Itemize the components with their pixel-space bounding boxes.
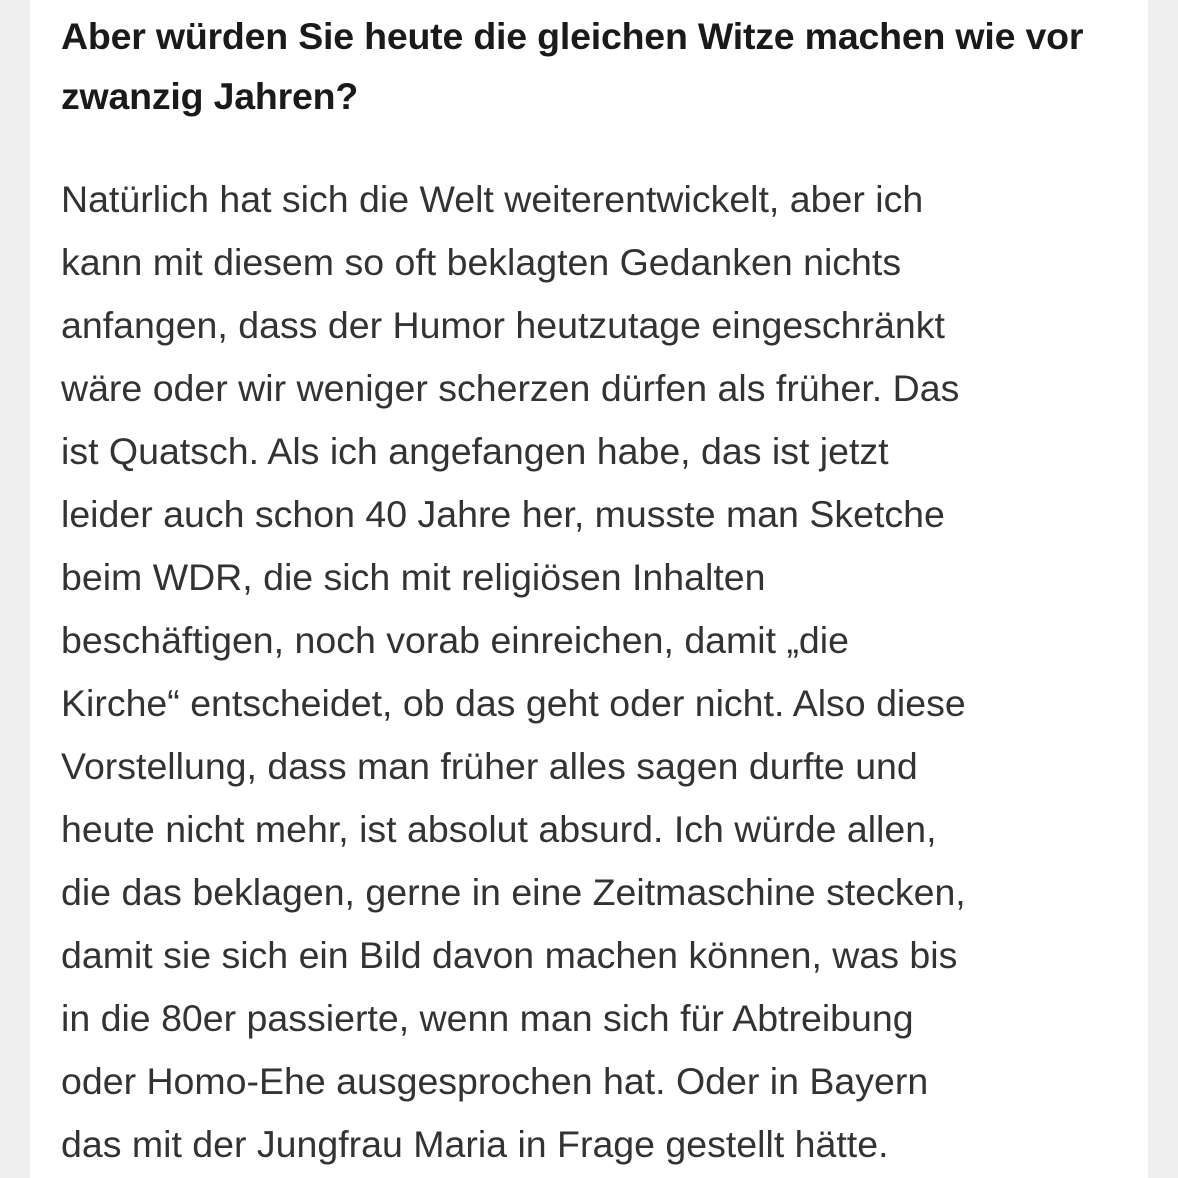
- answer-line: in die 80er passierte, wenn man sich für Abtreibung: [61, 997, 914, 1039]
- answer-line: das mit der Jungfrau Maria in Frage gestellt hätte.: [61, 1123, 889, 1165]
- answer-line: beim WDR, die sich mit religiösen Inhalten: [61, 556, 766, 598]
- answer-line: damit sie sich ein Bild davon machen können, was bis: [61, 934, 958, 976]
- answer-line: beschäftigen, noch vorab einreichen, damit „die: [61, 619, 849, 661]
- answer-line: die das beklagen, gerne in eine Zeitmaschine stecken,: [61, 871, 966, 913]
- answer-line: Vorstellung, dass man früher alles sagen durfte und: [61, 745, 918, 787]
- answer-line: wäre oder wir weniger scherzen dürfen als früher. Das: [61, 367, 960, 409]
- interview-answer: [61, 168, 1136, 1176]
- answer-line: leider auch schon 40 Jahre her, musste man Sketche: [61, 493, 945, 535]
- answer-line: kann mit diesem so oft beklagten Gedanken nichts: [61, 241, 902, 283]
- answer-line: Kirche“ entscheidet, ob das geht oder nicht. Also diese: [61, 682, 966, 724]
- article-content: [30, 0, 1148, 1178]
- answer-line: heute nicht mehr, ist absolut absurd. Ich würde allen,: [61, 808, 937, 850]
- interview-question: Aber würden Sie heute die gleichen Witze machen wie vor zwanzig Jahren?: [61, 15, 1084, 117]
- answer-line: Natürlich hat sich die Welt weiterentwickelt, aber ich: [61, 178, 924, 220]
- answer-line: oder Homo-Ehe ausgesprochen hat. Oder in Bayern: [61, 1060, 929, 1102]
- answer-line: anfangen, dass der Humor heutzutage eingeschränkt: [61, 304, 945, 346]
- answer-line: ist Quatsch. Als ich angefangen habe, das ist jetzt: [61, 430, 889, 472]
